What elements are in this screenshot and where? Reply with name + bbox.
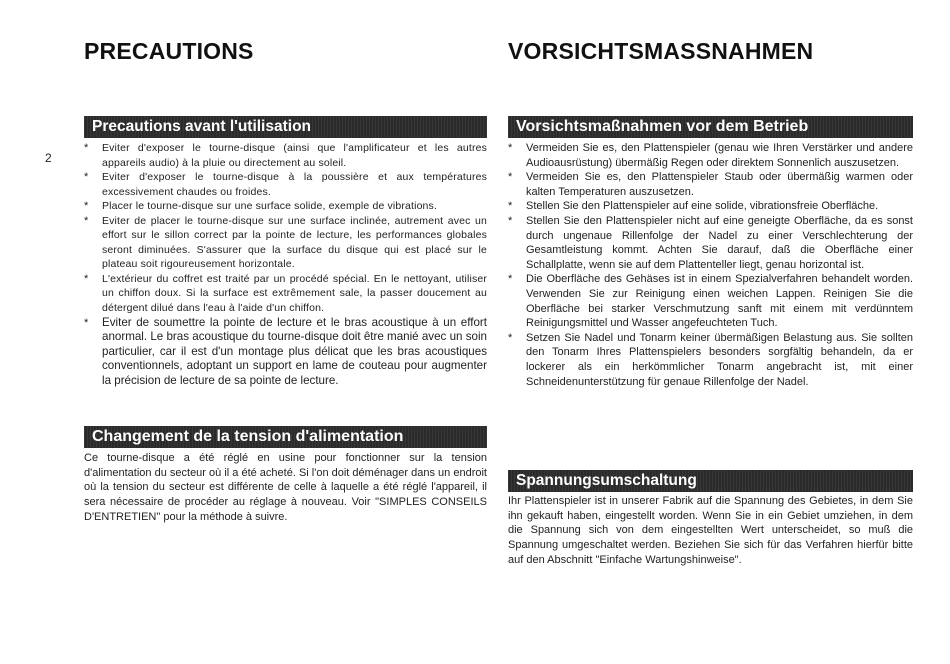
bullet-icon: *: [84, 142, 89, 154]
list-item: * Eviter de placer le tourne-disque sur une surface inclinée, autrement avec un effort sur le sillon correct par la pointe de lecture, les performances globales seront diminuées. S'assurer que la surface du disque qui est placé sur le plateau soit rigoureusement horizontale.: [84, 214, 487, 271]
list-item: * Vermeiden Sie es, den Plattenspieler (genau wie Ihren Verstärker und andere Audioausrüstung) übermäßig Regen oder direktem Sonnenlich auszusetzen.: [508, 142, 913, 169]
precautions-list-french: [84, 141, 487, 389]
section-heading-vorsichtsmassnahmen-betrieb: Vorsichtsmaßnahmen vor dem Betrieb: [508, 116, 913, 138]
page-title-french: PRECAUTIONS: [84, 38, 254, 64]
voltage-paragraph-german: Ihr Plattenspieler ist in unserer Fabrik auf die Spannung des Gebietes, in dem Sie ihn gekauft haben, eingestellt worden. Wenn Sie in ein Gebiet umziehen, in dem die Spannung sich von dem eingestellten Wert unterscheidet, so muß die Spannung umgeschaltet werden. Beziehen Sie sich für das Verfahren hierfür bitte auf den Abschnitt "Einfache Wartungshinweise".: [508, 495, 913, 566]
bullet-icon: *: [508, 214, 513, 227]
list-item: * L'extérieur du coffret est traité par un procédé spécial. En le nettoyant, utiliser un chiffon doux. Si la surface est extrêmement sale, la passer doucement au détergent dilué dans l'eau à l'aide d'un chiffon.: [84, 272, 487, 315]
section-heading-precautions-utilisation: Precautions avant l'utilisation: [84, 116, 487, 138]
bullet-icon: *: [84, 171, 89, 184]
voltage-section-german: [508, 494, 913, 568]
list-item: * Vermeiden Sie es, den Plattenspieler Staub oder übermäßig warmen oder kalten Temperaturen auszusetzen.: [508, 171, 913, 198]
list-item: * Eviter d'exposer le tourne-disque à la poussière et aux températures excessivement chaudes ou froides.: [84, 171, 487, 198]
bullet-icon: *: [508, 273, 513, 286]
page-number: 2: [45, 151, 52, 165]
bullet-icon: *: [508, 171, 513, 184]
bullet-icon: *: [508, 200, 513, 213]
list-item: * Placer le tourne-disque sur une surface solide, exemple de vibrations.: [84, 200, 438, 213]
bullet-icon: *: [508, 331, 513, 344]
list-item: * Setzen Sie Nadel und Tonarm keiner übermäßigen Belastung aus. Sie sollten den Tonarm Ihres Plattenspielers besonders sorgfältig behandeln, da er lockerer als ein herkömmlicher Tonarm angebracht ist, mit einer Schneidenunterstützung für genaue Rillenfolge der Nadel.: [508, 331, 913, 388]
bullet-icon: *: [84, 316, 89, 329]
section-heading-spannungsumschaltung: Spannungsumschaltung: [508, 470, 913, 492]
bullet-icon: *: [84, 272, 89, 285]
voltage-paragraph-french: Ce tourne-disque a été réglé en usine pour fonctionner sur la tension d'alimentation du secteur où il a été acheté. Si l'on doit déménager dans un endroit où la tension du secteur est différente de celle à laquelle a été réglé l'appareil, il sera nécessaire de procéder au réglage à nouveau. Voir "SIMPLES CONSEILS D'ENTRETIEN" pour la méthode à suivre.: [84, 452, 487, 523]
page-title-german: VORSICHTSMASSNAHMEN: [508, 38, 814, 64]
list-item: * Eviter d'exposer le tourne-disque (ainsi que l'amplificateur et les autres appareils audio) à la pluie ou directement au soleil.: [84, 142, 487, 169]
list-item: * Die Oberfläche des Gehäses ist in einem Spezialverfahren behandelt worden. Verwenden Sie zur Reinigung einen weichen Lappen. Reinigen Sie die Oberfläche bei starker Verschmutzung sanft mit einem mit verdünntem Reinigungsmittel und Wasser angefeuchteten Tuch.: [508, 273, 913, 330]
bullet-icon: *: [508, 142, 513, 154]
bullet-icon: *: [84, 200, 89, 213]
precautions-list-german: [508, 141, 913, 389]
section-heading-changement-tension: Changement de la tension d'alimentation: [84, 426, 487, 448]
list-item: * Stellen Sie den Plattenspieler nicht auf eine geneigte Oberfläche, da es sonst durch ungenaue Rillenfolge der Nadel zu einer Verschlechterung der Gesamtleistung kommt. Achten Sie darauf, daß die Oberfläche einer Schallplatte, wenn sie auf dem Plattenteller liegt, genau horizontal ist.: [508, 214, 913, 271]
list-item: * Stellen Sie den Plattenspieler auf eine solide, vibrationsfreie Oberfläche.: [508, 200, 879, 213]
list-item: * Eviter de soumettre la pointe de lecture et le bras acoustique à un effort anormal. Le bras acoustique du tourne-disque doit être manié avec un soin particulier, car il est d'un montage plus délicat que les bras acoustiques conventionnels, adoptant un support en lame de couteau pour augmenter la précision de lecture de sa pointe de lecture.: [84, 315, 487, 387]
voltage-section-french: [84, 451, 487, 525]
bullet-icon: *: [84, 214, 89, 227]
